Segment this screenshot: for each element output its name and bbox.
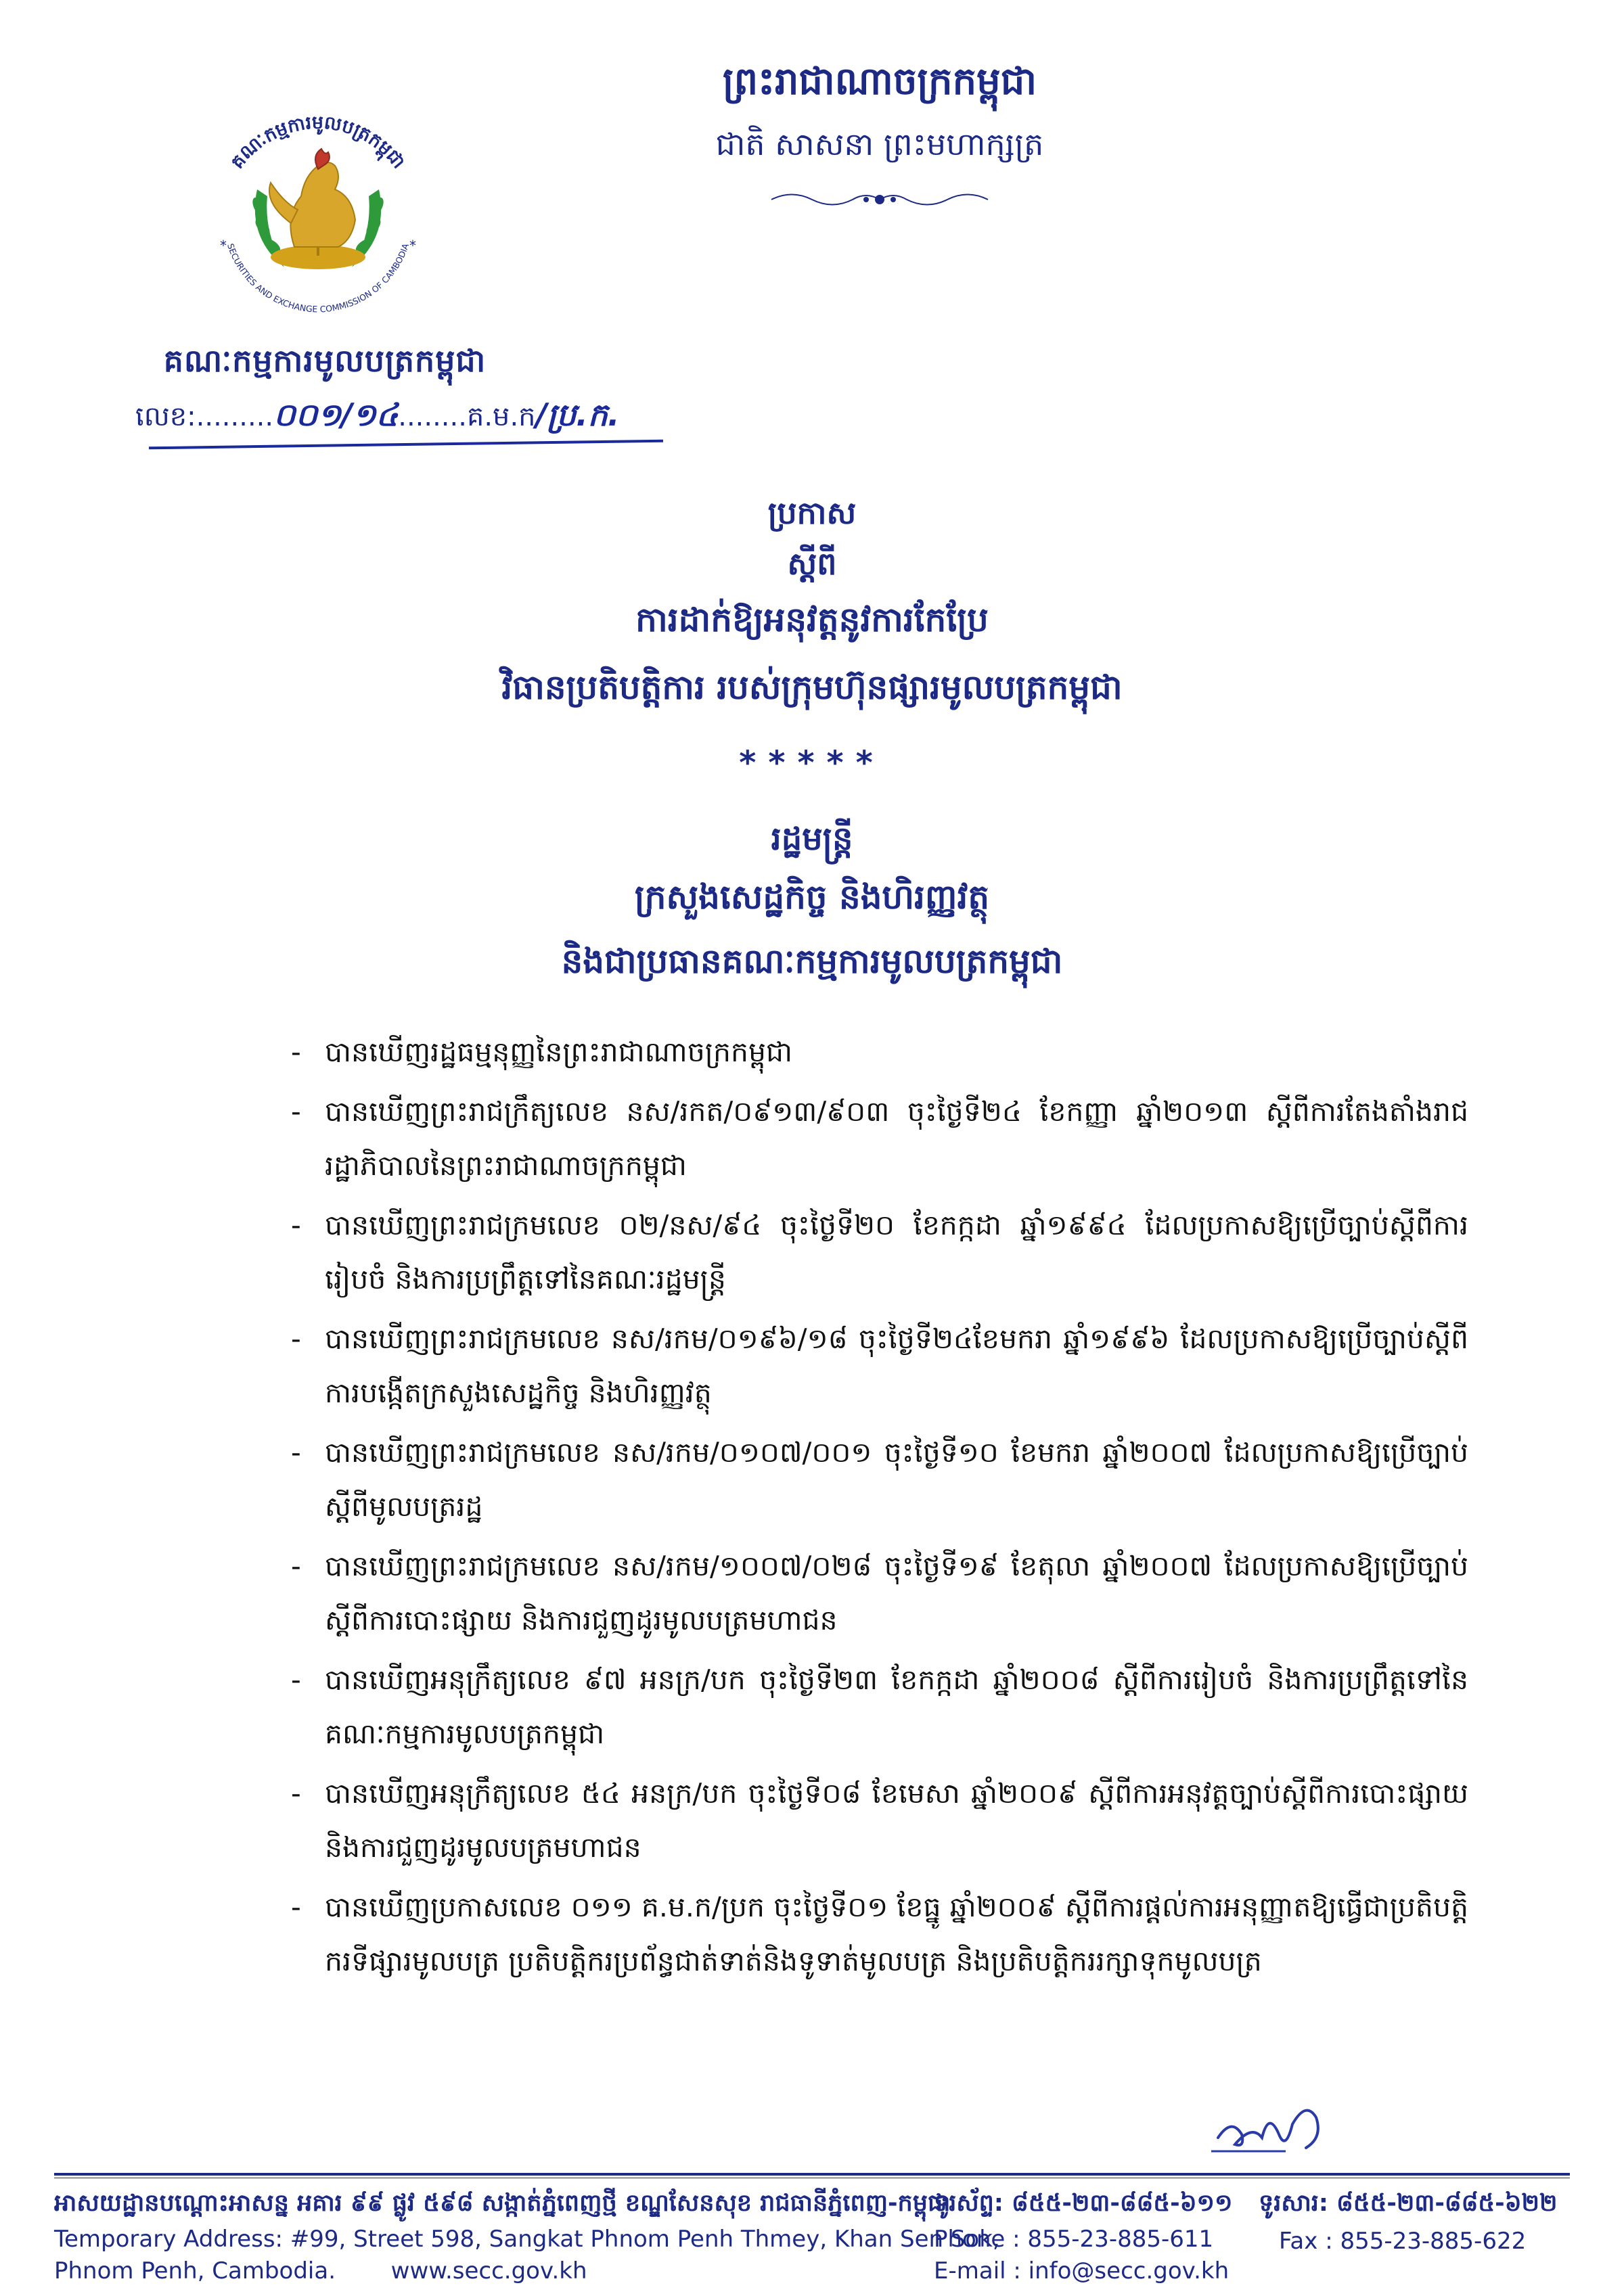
list-item: - បានឃើញអនុក្រឹត្យលេខ ៥៤ អនក្រ/បក ចុះថ្ងៃទី០៨ ខែមេសា ឆ្នាំ២០០៩ ស្តីពីការអនុវត្តច្បាប់ស្តីពីការបោះផ្សាយ និងការជួញដូរមូលបត្រមហាជន — [291, 1777, 1468, 1864]
list-item: - បានឃើញរដ្ឋធម្មនុញ្ញនៃព្រះរាជាណាចក្រកម្ពុជា — [291, 1036, 793, 1068]
chairman-title: និងជាប្រធានគណៈកម្មការមូលបត្រកម្ពុជា — [561, 942, 1063, 981]
subject-line-2: វិធានប្រតិបត្តិការ របស់ក្រុមហ៊ុនផ្សារមូលបត្រកម្ពុជា — [501, 668, 1123, 707]
list-item: - បានឃើញព្រះរាជក្រមលេខ នស/រកម/០១០៧/០០១ ចុះថ្ងៃទី១០ ខែមករា ឆ្នាំ២០០៧ ដែលប្រកាសឱ្យប្រើច្បាប់ស្តីពីមូលបត្ររដ្ឋ — [291, 1436, 1468, 1523]
handwritten-initials — [1204, 2097, 1340, 2172]
ref-prefix: លេខ:......... — [135, 401, 274, 432]
preamble-clause-list — [291, 1025, 1468, 1994]
clause-text: បានឃើញព្រះរាជក្រមលេខ នស/រកម/០១៩៦/១៨ ចុះថ្ងៃទី២៤ខែមករា ឆ្នាំ១៩៩៦ ដែលប្រកាសឱ្យប្រើច្បាប់ស្តីពីការបង្កើតក្រសួងសេដ្ឋកិច្ច និងហិរញ្ញវត្ថុ — [325, 1323, 1468, 1409]
golden-rooster-icon — [269, 149, 355, 256]
clause-text: បានឃើញរដ្ឋធម្មនុញ្ញនៃព្រះរាជាណាចក្រកម្ពុជា — [325, 1036, 793, 1068]
list-item: - បានឃើញអនុក្រឹត្យលេខ ៩៧ អនក្រ/បក ចុះថ្ងៃទី២៣ ខែកក្កដា ឆ្នាំ២០០៨ ស្តីពីការរៀបចំ និងការប្រព្រឹត្តទៅនៃគណៈកម្មការមូលបត្រកម្ពុជា — [291, 1663, 1468, 1750]
logo-ring-top-text: គណៈកម្មការមូលបត្រកម្ពុជា — [227, 112, 409, 173]
list-item: - បានឃើញប្រកាសលេខ ០១១ គ.ម.ក/ប្រក ចុះថ្ងៃទី០១ ខែធ្នូ ឆ្នាំ២០០៩ ស្តីពីការផ្តល់ការអនុញ្ញាតឱ្យធ្វើជាប្រតិបត្តិករទីផ្សារមូលបត្រ ប្រតិបត្តិករប្រព័ន្ធជាត់ទាត់និងទូទាត់មូលបត្រ និងប្រតិបត្តិកររក្សាទុកមូលបត្រ — [291, 1891, 1468, 1977]
issuer-org-name: គណៈកម្មការមូលបត្រកម្ពុជា — [163, 342, 487, 379]
minister-title: រដ្ឋមន្ត្រី — [771, 820, 853, 858]
ref-suffix: /ប្រ.ក. — [535, 396, 620, 433]
commission-logo — [183, 88, 453, 331]
subject-line-1: ការដាក់ឱ្យអនុវត្តនូវការកែប្រែ — [635, 600, 989, 639]
list-item: - បានឃើញព្រះរាជក្រមលេខ នស/រកម/០១៩៦/១៨ ចុះថ្ងៃទី២៤ខែមករា ឆ្នាំ១៩៩៦ ដែលប្រកាសឱ្យប្រើច្បាប់ស្តីពីការបង្កើតក្រសួងសេដ្ឋកិច្ច និងហិរញ្ញវត្ថុ — [291, 1323, 1468, 1409]
footer-fax: Fax : 855-23-885-622 — [1279, 2228, 1527, 2255]
ref-mid: ........គ.ម.ក — [398, 401, 536, 432]
ornament-divider-icon — [765, 186, 995, 213]
about-label: ស្តីពី — [787, 545, 837, 582]
separator-stars: ***** — [739, 744, 885, 782]
footer-divider — [54, 2173, 1570, 2176]
reference-number-line — [135, 396, 650, 441]
footer-phone-khmer: ទូរស័ព្ទ: ៨៥៥-២៣-៨៨៥-៦១១ — [934, 2190, 1233, 2217]
clause-text: បានឃើញអនុក្រឹត្យលេខ ៩៧ អនក្រ/បក ចុះថ្ងៃទី២៣ ខែកក្កដា ឆ្នាំ២០០៨ ស្តីពីការរៀបចំ និងការប្រព្រឹត្តទៅនៃគណៈកម្មការមូលបត្រកម្ពុជា — [325, 1663, 1468, 1750]
footer-address-khmer: អាសយដ្ឋានបណ្តោះអាសន្ន អគារ ៩៩ ផ្លូវ ៥៩៨ សង្កាត់ភ្នំពេញថ្មី ខណ្ឌសែនសុខ រាជធានីភ្នំពេញ-កម្ពុជា — [54, 2190, 951, 2217]
ministry-title: ក្រសួងសេដ្ឋកិច្ច និងហិរញ្ញវត្ថុ — [634, 877, 990, 917]
footer-address-english-2 — [54, 2257, 587, 2284]
list-item: - បានឃើញព្រះរាជក្រមលេខ ០២/នស/៩៤ ចុះថ្ងៃទី២០ ខែកក្កដា ឆ្នាំ១៩៩៤ ដែលប្រកាសឱ្យប្រើច្បាប់ស្តីពីការរៀបចំ និងការប្រព្រឹត្តទៅនៃគណៈរដ្ឋមន្ត្រី — [291, 1209, 1468, 1295]
logo-ring-bottom-text: SECURITIES AND EXCHANGE COMMISSION OF CAMBODIA — [225, 242, 411, 315]
document-type: ប្រកាស — [767, 495, 857, 531]
footer-address-english-1: Temporary Address: #99, Street 598, Sangkat Phnom Penh Thmey, Khan Sen Sok, — [54, 2226, 1000, 2253]
list-item: - បានឃើញព្រះរាជក្រឹត្យលេខ នស/រកត/០៩១៣/៩០៣ ចុះថ្ងៃទី២៤ ខែកញ្ញា ឆ្នាំ២០១៣ ស្តីពីការតែងតាំងរាជរដ្ឋាភិបាលនៃព្រះរាជាណាចក្រកម្ពុជា — [291, 1095, 1468, 1182]
list-item: - បានឃើញព្រះរាជក្រមលេខ នស/រកម/១០០៧/០២៨ ចុះថ្ងៃទី១៩ ខែតុលា ឆ្នាំ២០០៧ ដែលប្រកាសឱ្យប្រើច្បាប់ស្តីពីការបោះផ្សាយ និងការជួញដូរមូលបត្រមហាជន — [291, 1550, 1468, 1636]
svg-text:*: * — [409, 237, 416, 254]
svg-text:*: * — [220, 237, 227, 254]
footer-email-link[interactable]: E-mail : info@secc.gov.kh — [934, 2257, 1230, 2284]
clause-text: បានឃើញអនុក្រឹត្យលេខ ៥៤ អនក្រ/បក ចុះថ្ងៃទី០៨ ខែមេសា ឆ្នាំ២០០៩ ស្តីពីការអនុវត្តច្បាប់ស្តីពីការបោះផ្សាយ និងការជួញដូរមូលបត្រមហាជន — [325, 1777, 1468, 1864]
footer-fax-khmer: ទូរសារ: ៨៥៥-២៣-៨៨៥-៦២២ — [1259, 2190, 1558, 2217]
footer-website-link[interactable]: www.secc.gov.kh — [390, 2257, 587, 2284]
clause-text: បានឃើញព្រះរាជក្រមលេខ ០២/នស/៩៤ ចុះថ្ងៃទី២០ ខែកក្កដា ឆ្នាំ១៩៩៤ ដែលប្រកាសឱ្យប្រើច្បាប់ស្តីពីការរៀបចំ និងការប្រព្រឹត្តទៅនៃគណៈរដ្ឋមន្ត្រី — [325, 1209, 1468, 1295]
clause-text: បានឃើញព្រះរាជក្រមលេខ នស/រកម/១០០៧/០២៨ ចុះថ្ងៃទី១៩ ខែតុលា ឆ្នាំ២០០៧ ដែលប្រកាសឱ្យប្រើច្បាប់ស្តីពីការបោះផ្សាយ និងការជួញដូរមូលបត្រមហាជន — [325, 1550, 1468, 1636]
kingdom-title: ព្រះរាជាណាចក្រកម្ពុជា — [722, 60, 1037, 104]
footer-phone: Phone : 855-23-885-611 — [934, 2226, 1214, 2253]
clause-text: បានឃើញព្រះរាជក្រឹត្យលេខ នស/រកត/០៩១៣/៩០៣ ចុះថ្ងៃទី២៤ ខែកញ្ញា ឆ្នាំ២០១៣ ស្តីពីការតែងតាំងរាជរដ្ឋាភិបាលនៃព្រះរាជាណាចក្រកម្ពុជា — [325, 1095, 1468, 1182]
clause-text: បានឃើញប្រកាសលេខ ០១១ គ.ម.ក/ប្រក ចុះថ្ងៃទី០១ ខែធ្នូ ឆ្នាំ២០០៩ ស្តីពីការផ្តល់ការអនុញ្ញាតឱ្យធ្វើជាប្រតិបត្តិករទីផ្សារមូលបត្រ ប្រតិបត្តិករប្រព័ន្ធជាត់ទាត់និងទូទាត់មូលបត្រ និងប្រតិបត្តិកររក្សាទុកមូលបត្រ — [325, 1891, 1468, 1977]
ref-number: ០០១/១៤ — [273, 396, 399, 433]
national-motto: ជាតិ សាសនា ព្រះមហាក្សត្រ — [715, 126, 1044, 162]
footer-city: Phnom Penh, Cambodia. — [54, 2257, 336, 2284]
clause-text: បានឃើញព្រះរាជក្រមលេខ នស/រកម/០១០៧/០០១ ចុះថ្ងៃទី១០ ខែមករា ឆ្នាំ២០០៧ ដែលប្រកាសឱ្យប្រើច្បាប់ស្តីពីមូលបត្ររដ្ឋ — [325, 1436, 1468, 1523]
